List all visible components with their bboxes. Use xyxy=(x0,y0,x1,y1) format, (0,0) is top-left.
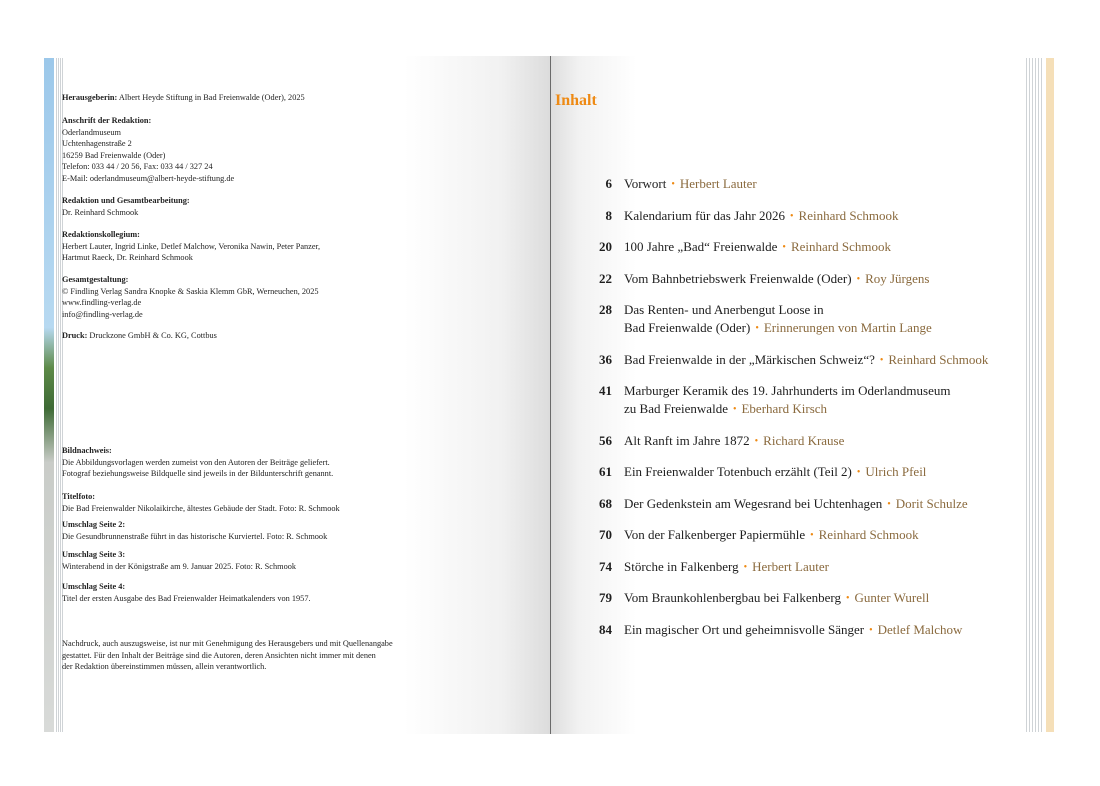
address-line: Oderlandmuseum xyxy=(62,127,121,137)
board-line: Hartmut Raeck, Dr. Reinhard Schmook xyxy=(62,253,193,263)
print-value: Druckzone GmbH & Co. KG, Cottbus xyxy=(87,331,217,340)
board-label: Redaktionskollegium: xyxy=(62,230,140,239)
toc-entry-text xyxy=(624,495,1014,515)
toc-entry-title: Marburger Keramik des 19. Jahrhunderts im Oderlandmuseum xyxy=(624,383,951,398)
toc-entry-text xyxy=(624,463,1014,483)
disclaimer-line: Nachdruck, auch auszugsweise, ist nur mit Genehmigung des Herausgebers und mit Quellenangabe xyxy=(62,639,393,648)
bullet-separator-icon: • xyxy=(887,499,891,510)
design-line: © Findling Verlag Sandra Knopke & Saskia Klemm GbR, Werneuchen, 2025 xyxy=(62,286,319,296)
toc-entry-author: Roy Jürgens xyxy=(865,271,930,286)
toc-page-number: 6 xyxy=(605,176,612,191)
title-photo-label: Titelfoto: xyxy=(62,492,96,501)
design-line: info@findling-verlag.de xyxy=(62,309,143,319)
toc-entry-text xyxy=(624,238,1014,258)
toc-entry-author: Herbert Lauter xyxy=(752,559,829,574)
toc-title: Inhalt xyxy=(555,92,597,109)
address-label: Anschrift der Redaktion: xyxy=(62,116,152,125)
toc-entry-text xyxy=(624,526,1014,546)
toc-page-number: 8 xyxy=(605,208,612,223)
editing-block xyxy=(62,195,462,218)
bullet-separator-icon: • xyxy=(869,625,873,636)
toc-entry-author: Herbert Lauter xyxy=(679,176,757,191)
editing-label: Redaktion und Gesamtbearbeitung: xyxy=(62,196,190,205)
cover3-value: Winterabend in der Königstraße am 9. Januar 2025. Foto: R. Schmook xyxy=(62,561,297,571)
toc-entry-author: Richard Krause xyxy=(763,433,845,448)
toc-page-number: 22 xyxy=(599,271,612,286)
bullet-separator-icon: • xyxy=(879,355,884,366)
toc-entry-author: Dorit Schulze xyxy=(895,496,968,511)
toc-entry-author: Reinhard Schmook xyxy=(790,239,891,254)
bullet-separator-icon: • xyxy=(732,404,737,415)
toc-entry-title: Vorwort xyxy=(624,176,667,191)
editing-value: Dr. Reinhard Schmook xyxy=(62,207,139,217)
bullet-separator-icon: • xyxy=(671,179,675,190)
toc-page-number: 36 xyxy=(599,352,612,367)
disclaimer-line: der Redaktion übereinstimmen müssen, allein verantwortlich. xyxy=(62,662,267,672)
bullet-separator-icon: • xyxy=(782,242,786,253)
design-label: Gesamtgestaltung: xyxy=(62,275,129,284)
address-block xyxy=(62,115,462,185)
toc-entry-title: Das Renten- und Anerbengut Loose in xyxy=(624,302,824,317)
toc-page-number: 61 xyxy=(599,464,612,479)
toc-entry-title: Der Gedenkstein am Wegesrand bei Uchtenhagen xyxy=(624,496,883,511)
credits-line: Fotograf beziehungsweise Bildquelle sind jeweils in der Bildunterschrift genannt. xyxy=(62,469,334,479)
bullet-separator-icon: • xyxy=(754,436,759,447)
disclaimer-line: gestattet. Für den Inhalt der Beiträge sind die Autoren, deren Ansichten nicht immer mit denen xyxy=(62,650,376,660)
toc-page-number: 84 xyxy=(599,622,612,637)
toc-entry-text xyxy=(624,558,1014,578)
toc-entry-author: Ulrich Pfeil xyxy=(865,464,927,479)
address-line: 16259 Bad Freienwalde (Oder) xyxy=(62,150,166,160)
design-line: www.findling-verlag.de xyxy=(62,298,142,308)
toc-entry-title: Vom Braunkohlenbergbau bei Falkenberg xyxy=(624,590,841,605)
toc-entry-author: Reinhard Schmook xyxy=(818,527,919,542)
bullet-separator-icon: • xyxy=(856,467,861,478)
design-block xyxy=(62,274,462,320)
cover3-block xyxy=(62,549,462,572)
toc-entry-author: Eberhard Kirsch xyxy=(741,401,828,416)
address-line: E-Mail: oderlandmuseum@albert-heyde-stiftung.de xyxy=(62,173,235,183)
toc-page-number: 70 xyxy=(599,527,612,542)
credits-block xyxy=(62,445,462,480)
toc-entry-title: Alt Ranft im Jahre 1872 xyxy=(624,433,750,448)
bullet-separator-icon: • xyxy=(790,211,794,222)
bullet-separator-icon: • xyxy=(846,593,850,604)
cover2-block xyxy=(62,519,462,542)
toc-entry-author: Reinhard Schmook xyxy=(888,352,989,367)
bullet-separator-icon: • xyxy=(755,323,759,334)
toc-page-number: 28 xyxy=(599,302,612,317)
toc-entry-text xyxy=(624,589,1014,609)
toc-page-number: 20 xyxy=(599,239,612,254)
bullet-separator-icon: • xyxy=(810,530,814,541)
cover4-value: Titel der ersten Ausgabe des Bad Freienwalder Heimatkalenders von 1957. xyxy=(62,593,311,603)
toc-entry-title: 100 Jahre „Bad“ Freienwalde xyxy=(624,239,778,254)
toc-entry-text xyxy=(624,621,1014,641)
book-edge-left xyxy=(44,58,64,732)
toc-entry-text xyxy=(624,207,1014,227)
toc-entry-title: Vom Bahnbetriebswerk Freienwalde (Oder) xyxy=(624,271,852,286)
address-line: Uchtenhagenstraße 2 xyxy=(62,139,132,149)
toc-entry-title: Ein Freienwalder Totenbuch erzählt (Teil 2) xyxy=(624,464,852,479)
credits-label: Bildnachweis: xyxy=(62,446,112,455)
toc-entry-author: Erinnerungen von Martin Lange xyxy=(763,320,932,335)
cover-photo-strip xyxy=(44,58,54,732)
toc-entry-title-line2: Bad Freienwalde (Oder) xyxy=(624,320,751,335)
toc-entry-author: Gunter Wurell xyxy=(854,590,930,605)
toc-page-number: 68 xyxy=(599,496,612,511)
cover2-label: Umschlag Seite 2: xyxy=(62,520,126,529)
credits-line: Die Abbildungsvorlagen werden zumeist von den Autoren der Beiträge geliefert. xyxy=(62,457,330,467)
cover4-block xyxy=(62,581,462,604)
cover2-value: Die Gesundbrunnenstraße führt in das historische Kurviertel. Foto: R. Schmook xyxy=(62,531,328,541)
board-line: Herbert Lauter, Ingrid Linke, Detlef Malchow, Veronika Nawin, Peter Panzer, xyxy=(62,241,321,251)
disclaimer-block xyxy=(62,638,462,673)
toc-entry-title: Von der Falkenberger Papiermühle xyxy=(624,527,806,542)
cover3-label: Umschlag Seite 3: xyxy=(62,550,126,559)
publisher-value: Albert Heyde Stiftung in Bad Freienwalde (Oder), 2025 xyxy=(117,93,305,102)
toc-entry-title: Bad Freienwalde in der „Märkischen Schweiz“? xyxy=(624,352,875,367)
board-block xyxy=(62,229,462,264)
title-photo-block xyxy=(62,491,462,514)
toc-entry-title-line2: zu Bad Freienwalde xyxy=(624,401,728,416)
toc-page-number: 79 xyxy=(599,590,612,605)
toc-entry-text xyxy=(624,351,1014,371)
address-line: Telefon: 033 44 / 20 56, Fax: 033 44 / 327 24 xyxy=(62,162,213,172)
toc-entry-text xyxy=(624,270,1014,290)
publisher-label: Herausgeberin: xyxy=(62,93,118,102)
toc-entry-text xyxy=(624,382,1014,420)
bullet-separator-icon: • xyxy=(856,274,861,285)
toc-entry-author: Reinhard Schmook xyxy=(798,208,899,223)
toc-entry-title: Kalendarium für das Jahr 2026 xyxy=(624,208,786,223)
toc-entry-text xyxy=(624,432,1014,452)
cover4-label: Umschlag Seite 4: xyxy=(62,582,126,591)
bullet-separator-icon: • xyxy=(743,562,748,573)
toc-entry-title: Ein magischer Ort und geheimnisvolle Sänger xyxy=(624,622,865,637)
book-edge-right xyxy=(1024,58,1054,732)
print-block xyxy=(62,330,462,342)
toc-entry-title: Störche in Falkenberg xyxy=(624,559,739,574)
publisher-block xyxy=(62,92,462,104)
toc-entry-text xyxy=(624,175,1014,195)
toc-page-number: 74 xyxy=(599,559,612,574)
toc-entry-author: Detlef Malchow xyxy=(877,622,963,637)
title-photo-value: Die Bad Freienwalder Nikolaikirche, ältestes Gebäude der Stadt. Foto: R. Schmook xyxy=(62,503,340,513)
toc-page-number: 41 xyxy=(599,383,612,398)
toc-page-number: 56 xyxy=(599,433,612,448)
toc-entry-text xyxy=(624,301,1014,339)
print-label: Druck: xyxy=(62,331,88,340)
